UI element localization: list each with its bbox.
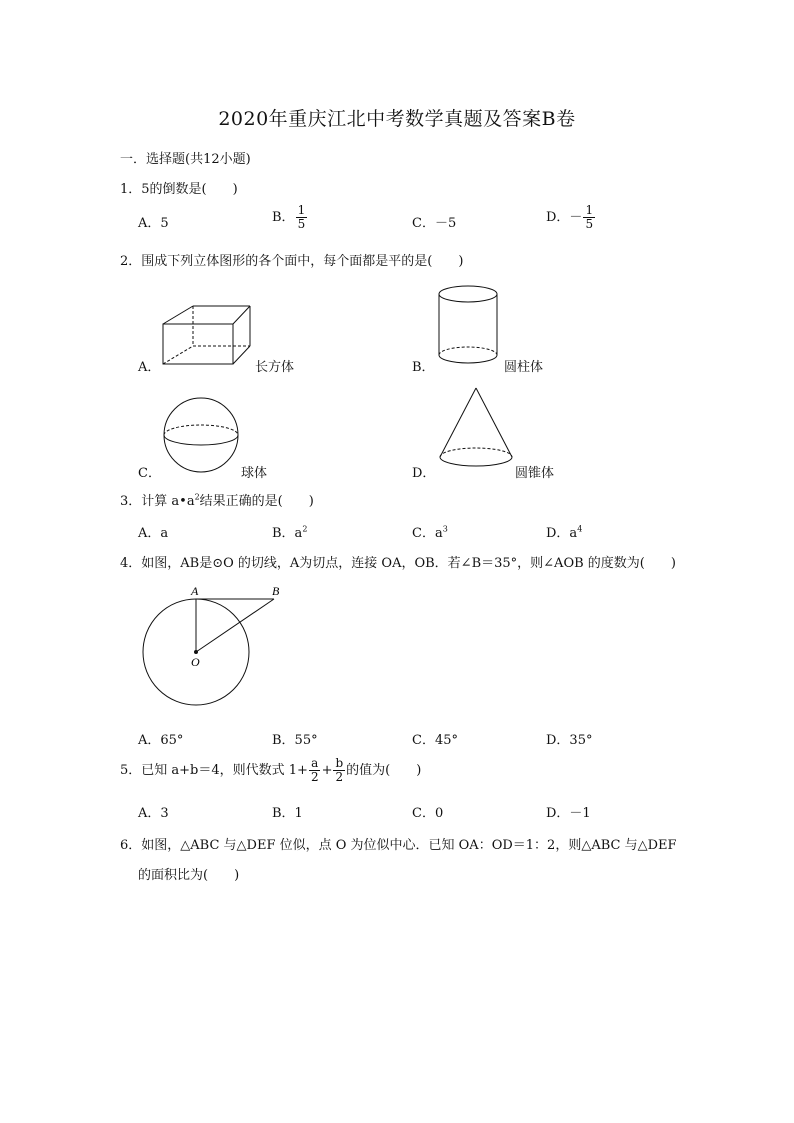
- q3-stem-post: 结果正确的是( ): [199, 494, 314, 509]
- point-label-o: O: [191, 655, 200, 669]
- q5-plus-sign: +: [321, 763, 333, 778]
- q5-option-c: C．0: [412, 806, 444, 821]
- fraction-denominator: 5: [297, 217, 306, 231]
- q2-option-b: B．: [412, 360, 435, 375]
- q4-option-b: B．55°: [272, 733, 318, 748]
- q2-label-cylinder: 圆柱体: [504, 360, 544, 375]
- q4-option-a: A．65°: [138, 733, 184, 748]
- q1-option-a: A．5: [138, 216, 169, 231]
- fraction-numerator: 1: [585, 203, 594, 217]
- section-heading: 一．选择题(共12小题): [120, 152, 251, 167]
- q4-stem: 4．如图，AB是⊙O 的切线，A为切点，连接 OA，OB．若∠B＝35°，则∠AOB 的度数为( ): [120, 556, 676, 571]
- q1-stem: 1．5的倒数是( ): [120, 182, 238, 197]
- q1-option-c: C．－5: [412, 216, 457, 231]
- cuboid-figure: [158, 300, 268, 370]
- q3-option-c: [412, 522, 448, 541]
- q3-option-b: [272, 522, 307, 541]
- q2-stem: 2．围成下列立体图形的各个面中，每个面都是平的是( ): [120, 254, 464, 269]
- tangent-circle-figure: [136, 582, 296, 710]
- point-label-a: A: [191, 584, 199, 598]
- q3-option-d-base: D．a: [546, 526, 578, 541]
- fraction-numerator: b: [335, 756, 344, 770]
- sphere-figure: [162, 396, 244, 476]
- q2-label-cone: 圆锥体: [515, 466, 555, 481]
- fraction-numerator: a: [311, 756, 319, 770]
- point-label-b: B: [272, 584, 280, 598]
- q3-stem-exponent: 2: [194, 492, 200, 502]
- q5-option-d: D．－1: [546, 806, 591, 821]
- q1-option-b-prefix: B．: [272, 210, 295, 225]
- q3-option-a: A．a: [138, 526, 169, 541]
- fraction-denominator: 2: [335, 770, 344, 784]
- q6-stem-line1: 6．如图，△ABC 与△DEF 位似，点 O 为位似中心．已知 OA：OD＝1：2，则△ABC 与△DEF: [120, 838, 677, 853]
- fraction-denominator: 5: [585, 217, 594, 231]
- q5-option-a: A．3: [138, 806, 169, 821]
- cone-figure: [436, 385, 518, 475]
- q5-stem-post: 的值为( ): [346, 763, 422, 778]
- q1-option-d: [546, 204, 596, 231]
- q1-option-b: [272, 204, 308, 231]
- q5-option-b: B．1: [272, 806, 303, 821]
- q2-option-a: A．: [138, 360, 161, 375]
- q2-option-d: D．: [412, 466, 436, 481]
- q3-option-c-base: C．a: [412, 526, 443, 541]
- q5-stem: [120, 757, 421, 784]
- cylinder-figure: [436, 283, 506, 368]
- q3-stem-pre: 3．计算 a•a: [120, 494, 195, 509]
- q2-label-cuboid: 长方体: [255, 360, 295, 375]
- fraction-numerator: 1: [297, 203, 306, 217]
- q3-option-b-exponent: 2: [302, 524, 308, 534]
- page-title: 2020年重庆江北中考数学真题及答案B卷: [218, 108, 576, 130]
- q5-fraction-b: [333, 757, 345, 784]
- q4-option-d: D．35°: [546, 733, 593, 748]
- q3-option-b-base: B．a: [272, 526, 303, 541]
- q3-option-d-exponent: 4: [577, 524, 583, 534]
- q5-fraction-a: [309, 757, 321, 784]
- q6-stem-line2: 的面积比为( ): [138, 868, 240, 883]
- q2-option-c: C．: [138, 466, 161, 481]
- q3-option-d: [546, 522, 582, 541]
- center-point: [194, 650, 198, 654]
- q4-option-c: C．45°: [412, 733, 458, 748]
- q3-option-c-exponent: 3: [442, 524, 448, 534]
- fraction-denominator: 2: [310, 770, 319, 784]
- q3-stem: [120, 490, 314, 509]
- q2-label-sphere: 球体: [241, 466, 268, 481]
- q1-option-d-fraction: [583, 204, 595, 231]
- q5-stem-pre: 5．已知 a+b＝4，则代数式 1+: [120, 763, 308, 778]
- q1-option-b-fraction: [296, 204, 308, 231]
- q1-option-d-prefix: D．－: [546, 210, 583, 225]
